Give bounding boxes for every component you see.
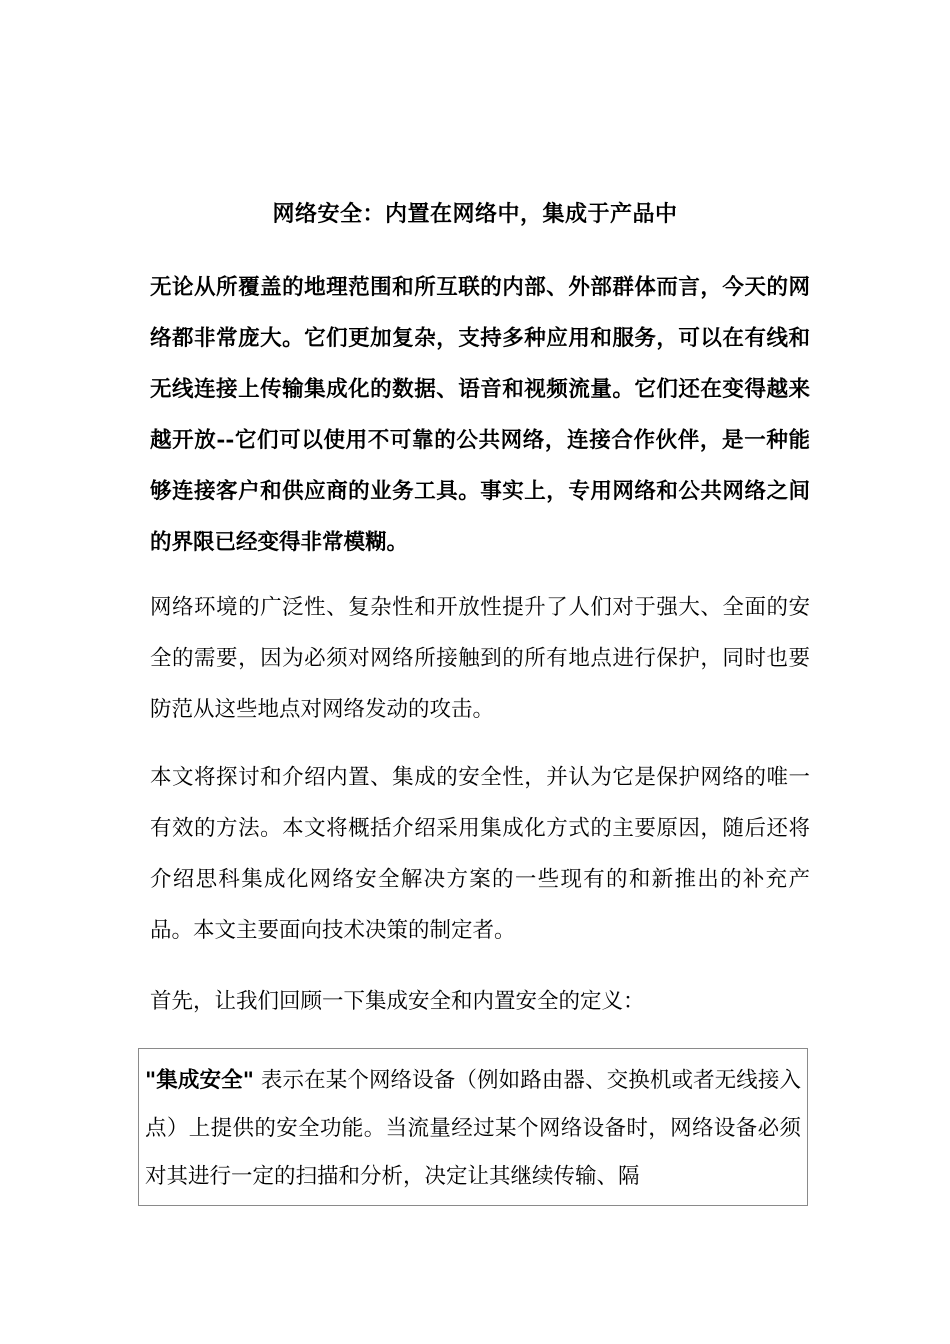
definition-box	[138, 1048, 808, 1206]
body-paragraph: 网络环境的广泛性、复杂性和开放性提升了人们对于强大、全面的安全的需要，因为必须对网络所接触到的所有地点进行保护，同时也要防范从这些地点对网络发动的攻击。	[150, 595, 810, 722]
body-paragraph: 本文将探讨和介绍内置、集成的安全性，并认为它是保护网络的唯一有效的方法。本文将概括介绍采用集成化方式的主要原因，随后还将介绍思科集成化网络安全解决方案的一些现有的和新推出的补充产品。本文主要面向技术决策的制定者。	[150, 765, 810, 943]
definition-term: "集成安全"	[145, 1068, 254, 1093]
definition-text	[145, 1057, 801, 1201]
body-paragraph: 首先，让我们回顾一下集成安全和内置安全的定义：	[150, 989, 645, 1014]
intro-paragraph: 无论从所覆盖的地理范围和所互联的内部、外部群体而言，今天的网络都非常庞大。它们更加复杂，支持多种应用和服务，可以在有线和无线连接上传输集成化的数据、语音和视频流量。它们还在变得越来越开放--它们可以使用不可靠的公共网络，连接合作伙伴，是一种能够连接客户和供应商的业务工具。事实上，专用网络和公共网络之间的界限已经变得非常模糊。	[150, 275, 810, 555]
definition-body: 表示在某个网络设备（例如路由器、交换机或者无线接入点）上提供的安全功能。当流量经过某个网络设备时，网络设备必须对其进行一定的扫描和分析，决定让其继续传输、隔	[145, 1068, 801, 1189]
document-title: 网络安全：内置在网络中，集成于产品中	[272, 201, 678, 227]
